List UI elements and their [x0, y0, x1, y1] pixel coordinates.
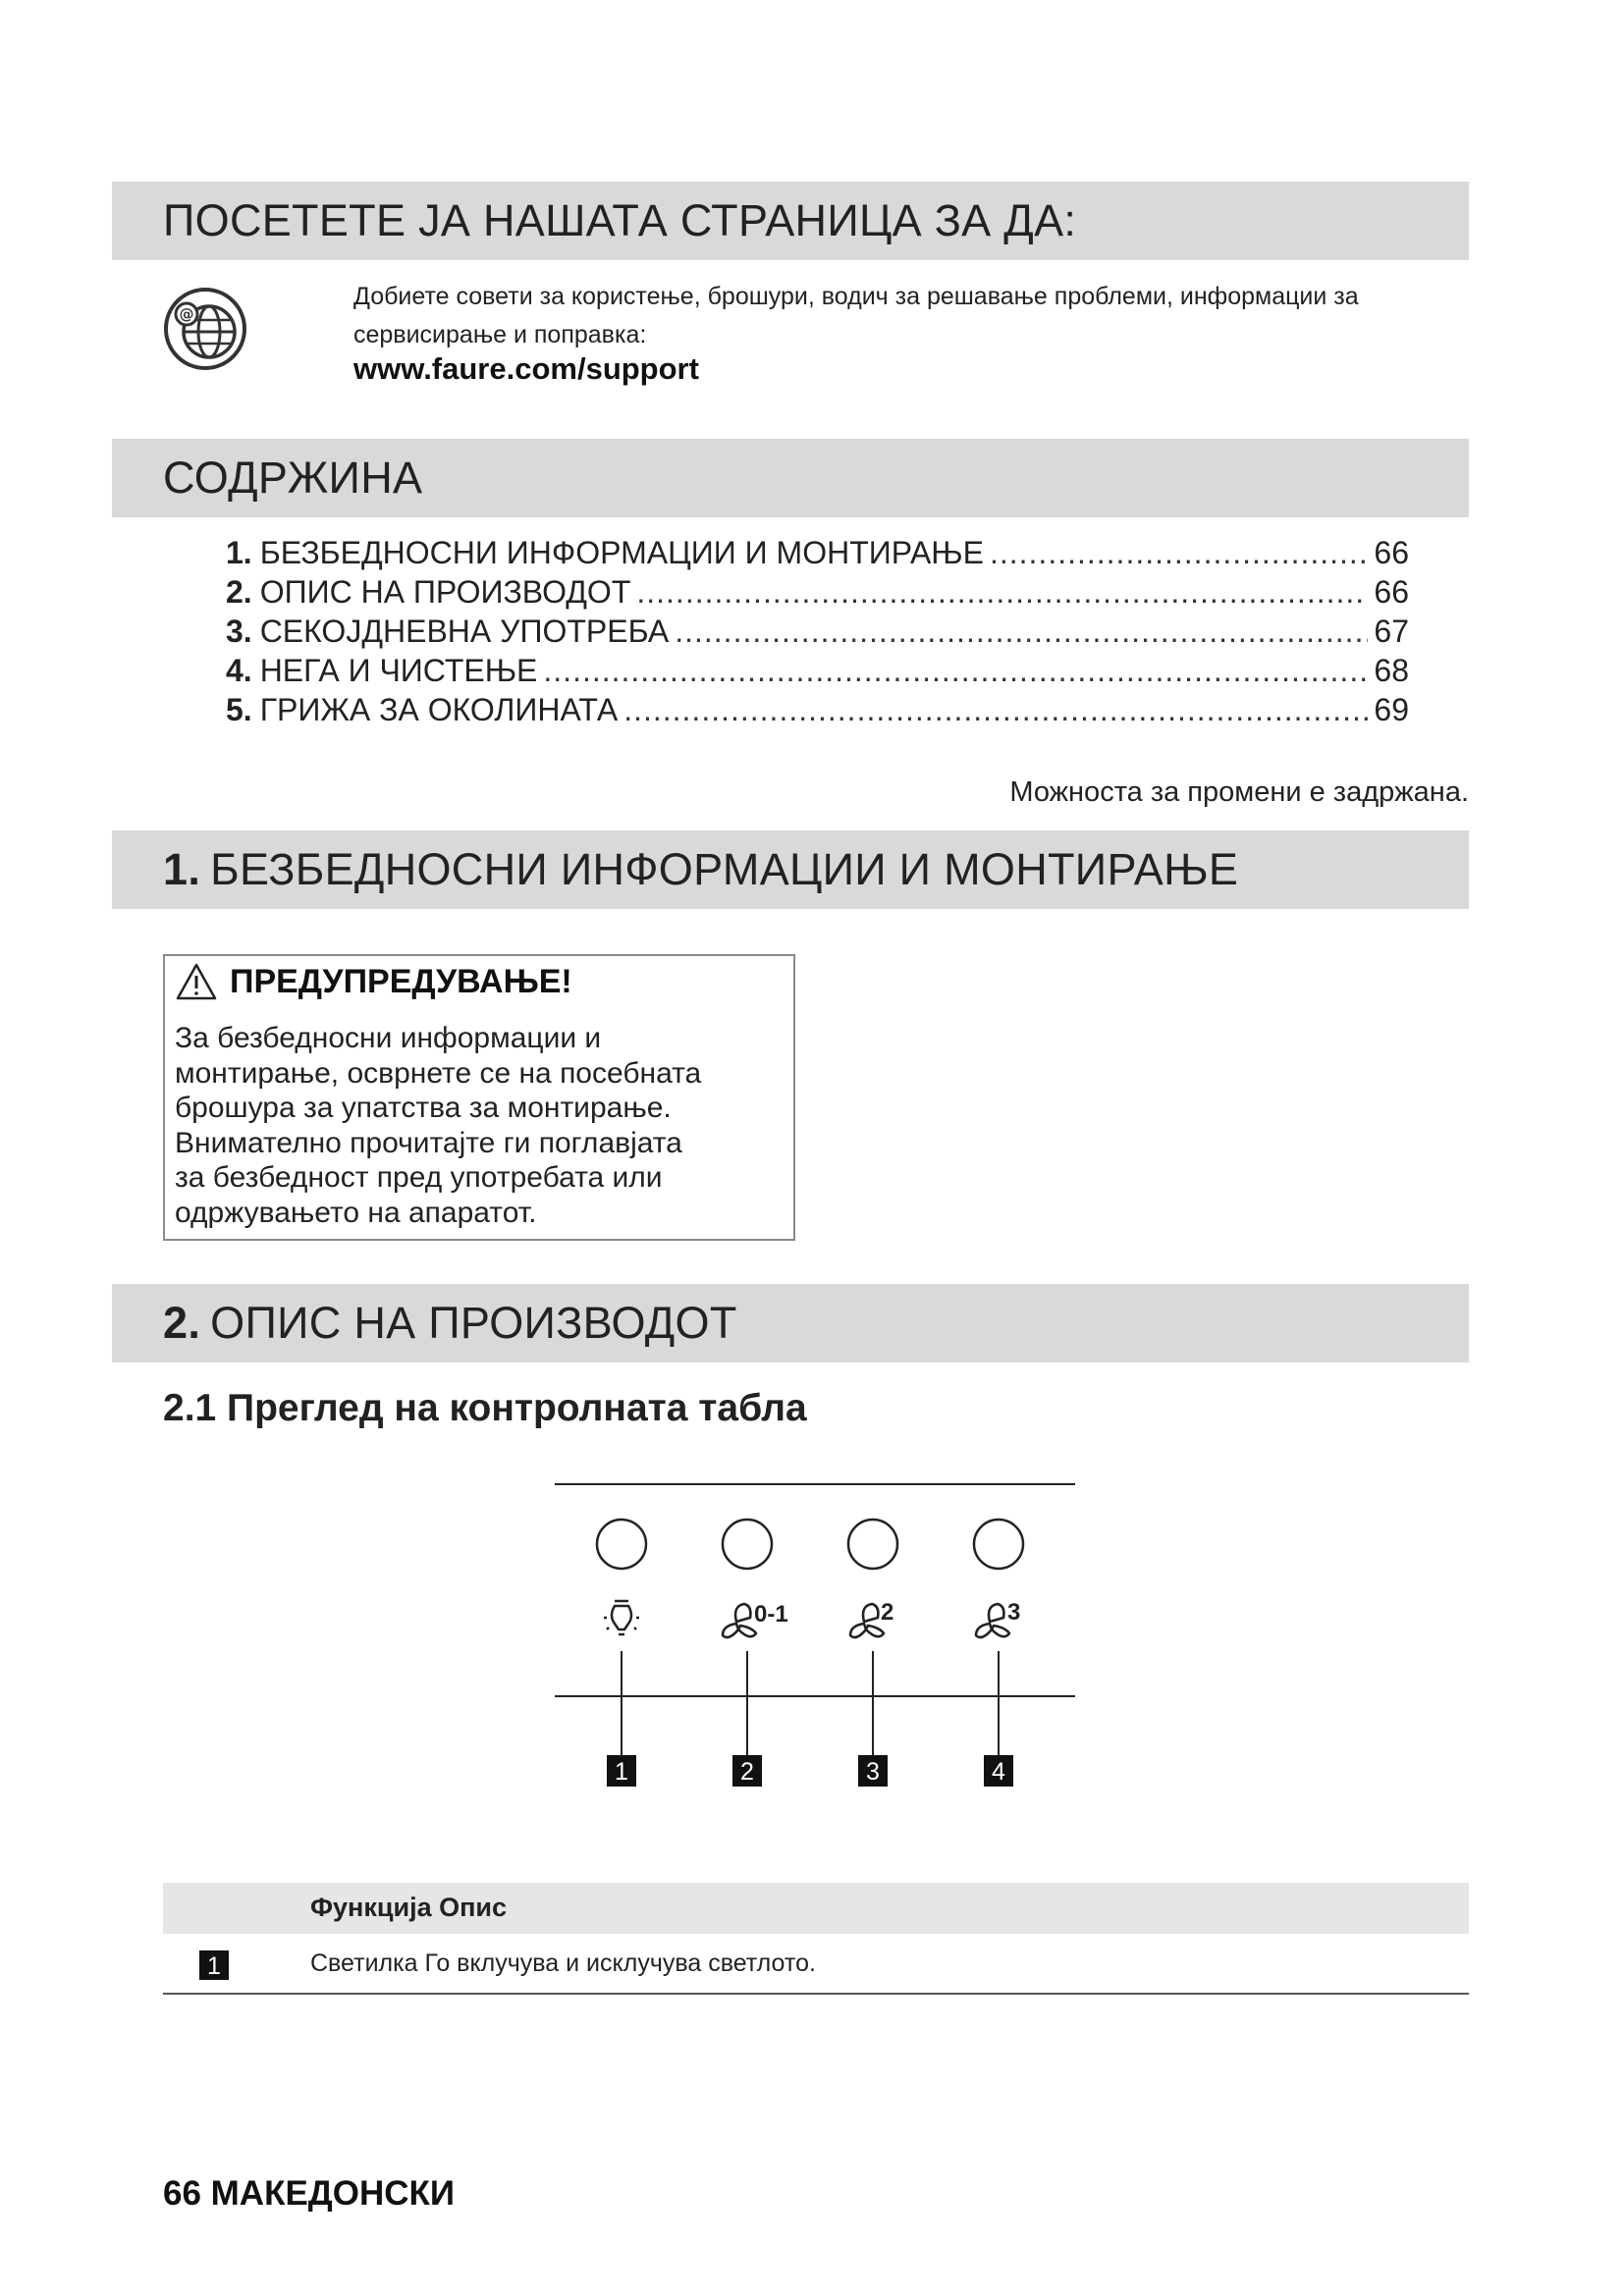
callout-number: 3	[866, 1758, 880, 1786]
warning-line: одржувањето на апаратот.	[175, 1196, 537, 1229]
toc-item[interactable]	[226, 692, 1409, 731]
contents-header-title: СОДРЖИНА	[163, 453, 423, 503]
control-panel-subheading: 2.1 Преглед на контролната табла	[163, 1387, 807, 1429]
toc-item[interactable]	[226, 653, 1409, 692]
warning-line: брошура за упатства за монтирање.	[175, 1092, 672, 1124]
globe-web-icon	[163, 287, 247, 371]
table-of-contents	[226, 535, 1409, 731]
toc-item[interactable]	[226, 574, 1409, 614]
fan-speed-3-button[interactable]	[974, 1520, 1023, 1569]
warning-line: Внимателно прочитајте ги поглавјата	[175, 1126, 682, 1159]
fan-speed-label: 3	[1007, 1599, 1021, 1626]
section-2-title: ОПИС НА ПРОИЗВОДОТ	[210, 1298, 737, 1348]
support-description: Добиете совети за користење, брошури, водич за решавање проблеми, информации за сервисирање и поправка:	[353, 283, 1359, 348]
fan-speed-1-button[interactable]	[723, 1520, 772, 1569]
toc-item-number: 5.	[226, 692, 252, 727]
toc-item-title: НЕГА И ЧИСТЕЊЕ	[259, 653, 538, 688]
toc-item[interactable]	[226, 535, 1409, 574]
toc-leader-dots	[623, 692, 1368, 728]
fan-icon	[850, 1604, 884, 1637]
warning-box	[163, 954, 795, 1241]
svg-text:@: @	[179, 305, 194, 323]
toc-item-page: 67	[1374, 614, 1409, 649]
warning-line: монтирање, осврнете се на посебната	[175, 1056, 702, 1090]
section-1-header	[112, 830, 1469, 909]
toc-item-title: СЕКОЈДНЕВНА УПОТРЕБА	[259, 614, 670, 649]
table-bottom-rule	[163, 1993, 1469, 1995]
fan-speed-2-button[interactable]	[848, 1520, 897, 1569]
rights-reserved-note: Можноста за промени е задржана.	[1009, 776, 1469, 808]
warning-triangle-icon	[175, 962, 218, 1001]
toc-item-page: 68	[1374, 653, 1409, 688]
callout-number: 2	[740, 1758, 754, 1786]
table-row-description: Светилка Го вклучува и исклучува светлото.	[310, 1949, 816, 1977]
section-2-number: 2.	[163, 1298, 201, 1348]
callout-number: 1	[615, 1758, 628, 1786]
toc-item-title: БЕЗБЕДНОСНИ ИНФОРМАЦИИ И МОНТИРАЊЕ	[259, 535, 984, 570]
warning-line: за безбедност пред употребата или	[175, 1161, 663, 1194]
warning-heading	[175, 962, 572, 1001]
table-row-number: 1	[199, 1950, 229, 1980]
light-bulb-icon	[604, 1601, 639, 1634]
visit-header	[112, 182, 1469, 260]
fan-speed-label: 0-1	[754, 1601, 788, 1628]
section-1-title: БЕЗБЕДНОСНИ ИНФОРМАЦИИ И МОНТИРАЊЕ	[210, 844, 1239, 894]
warning-title: ПРЕДУПРЕДУВАЊЕ!	[230, 962, 572, 1000]
fan-speed-label: 2	[881, 1599, 894, 1626]
contents-header	[112, 439, 1469, 517]
toc-item-title: ОПИС НА ПРОИЗВОДОТ	[259, 574, 631, 610]
light-button[interactable]	[597, 1520, 646, 1569]
toc-item-number: 3.	[226, 614, 252, 649]
toc-item-page: 69	[1374, 692, 1409, 727]
toc-item-number: 1.	[226, 535, 252, 570]
visit-header-title: ПОСЕТЕТЕ ЈА НАШАТА СТРАНИЦА ЗА ДА:	[163, 195, 1077, 245]
toc-item-number: 2.	[226, 574, 252, 610]
toc-leader-dots	[990, 535, 1368, 571]
toc-item-page: 66	[1374, 574, 1409, 610]
toc-leader-dots	[675, 614, 1368, 650]
warning-line: За безбедносни информации и	[175, 1022, 602, 1054]
fan-icon	[723, 1604, 756, 1637]
fan-icon	[976, 1604, 1009, 1637]
toc-item-number: 4.	[226, 653, 252, 688]
section-1-number: 1.	[163, 844, 201, 894]
callout-number: 4	[992, 1758, 1005, 1786]
control-panel-diagram	[550, 1472, 1080, 1796]
section-2-header	[112, 1284, 1469, 1362]
toc-leader-dots	[543, 653, 1368, 689]
toc-item[interactable]	[226, 614, 1409, 653]
toc-item-page: 66	[1374, 535, 1409, 570]
support-link[interactable]: www.faure.com/support	[353, 351, 699, 386]
warning-text	[175, 1021, 784, 1230]
page-footer: 66 МАКЕДОНСКИ	[163, 2174, 456, 2213]
toc-leader-dots	[636, 574, 1368, 611]
toc-item-title: ГРИЖА ЗА ОКОЛИНАТА	[259, 692, 619, 727]
function-table-header-label: Функција Опис	[310, 1893, 508, 1922]
